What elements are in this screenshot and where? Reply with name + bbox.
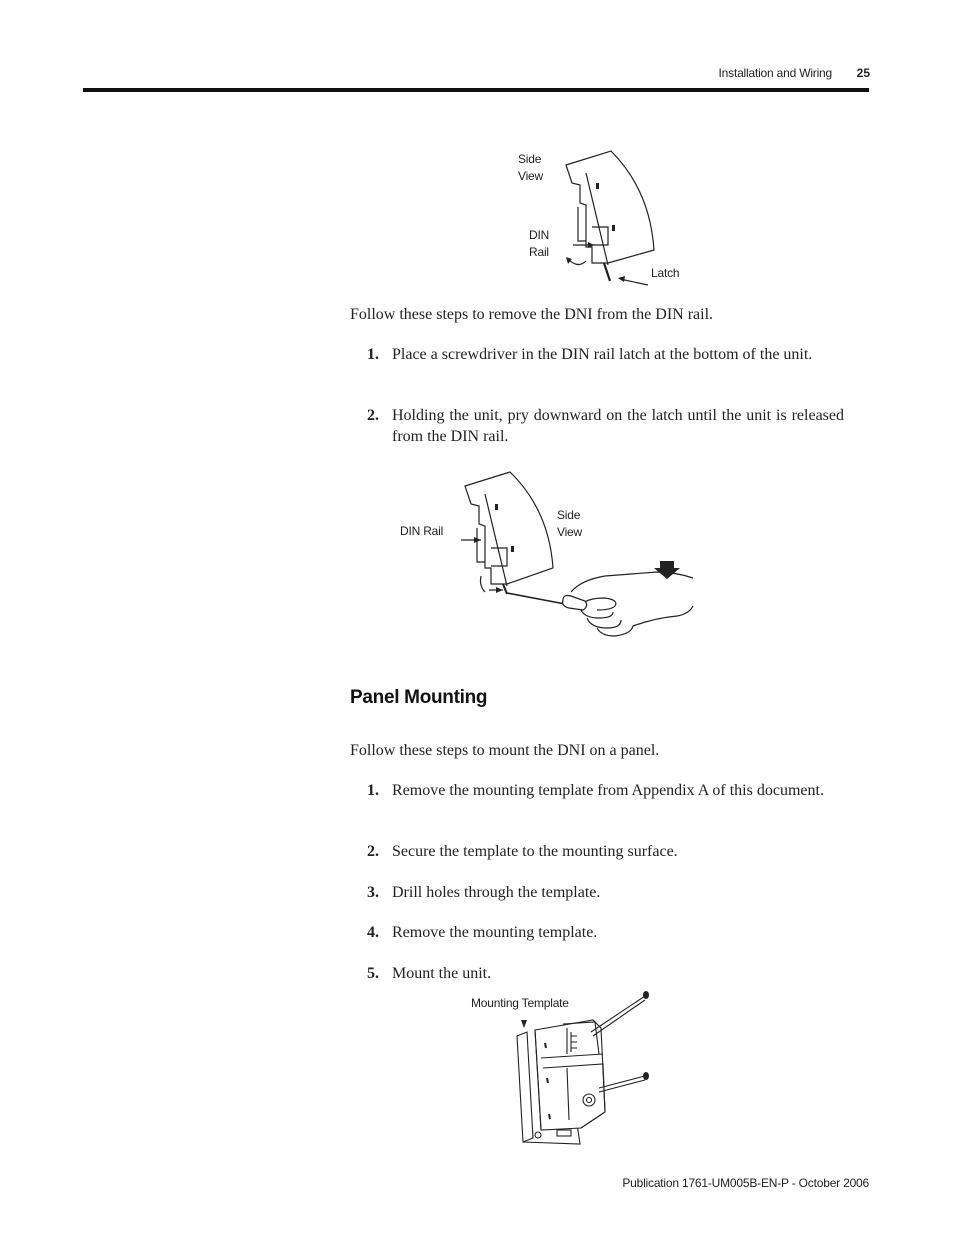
label-din-rail-line2: Rail xyxy=(529,245,549,259)
step-number: 5. xyxy=(367,965,379,982)
step-text: Mount the unit. xyxy=(392,965,492,982)
remove-din-intro: Follow these steps to remove the DNI from the DIN rail. xyxy=(350,306,714,323)
panel-step-4 xyxy=(350,922,850,943)
label-din-rail: DIN Rail xyxy=(400,524,444,538)
section-heading-panel-mounting: Panel Mounting xyxy=(350,687,488,708)
remove-din-step-2 xyxy=(350,405,850,447)
panel-step-2 xyxy=(350,841,850,862)
label-side-view-line2: View xyxy=(518,169,543,183)
step-text: Secure the template to the mounting surface. xyxy=(392,843,678,860)
figure-panel-mounting xyxy=(465,988,665,1148)
panel-mounting-intro: Follow these steps to mount the DNI on a panel. xyxy=(350,742,660,759)
step-number: 1. xyxy=(367,782,379,799)
step-number: 3. xyxy=(367,884,379,901)
step-number: 1. xyxy=(367,346,379,363)
label-mounting-template: Mounting Template xyxy=(471,996,569,1010)
step-text: Remove the mounting template from Appendix A of this document. xyxy=(392,782,824,799)
step-text: Drill holes through the template. xyxy=(392,884,601,901)
remove-din-step-1 xyxy=(350,344,850,386)
step-number: 2. xyxy=(367,843,379,860)
label-side-view-line1: Side xyxy=(518,152,542,166)
label-side-view-line1: Side xyxy=(557,508,581,522)
header-section-title: Installation and Wiring xyxy=(718,66,832,80)
header-page-number: 25 xyxy=(856,66,870,80)
panel-step-5 xyxy=(350,963,850,984)
label-latch: Latch xyxy=(651,266,680,280)
screwdriver-removal-illustration xyxy=(395,468,705,643)
step-number: 4. xyxy=(367,924,379,941)
label-din-rail-line1: DIN xyxy=(529,228,550,242)
panel-step-1 xyxy=(350,780,850,822)
step-text: Place a screwdriver in the DIN rail latch at the bottom of the unit. xyxy=(392,346,813,363)
header-rule xyxy=(83,88,869,92)
label-side-view-line2: View xyxy=(557,525,582,539)
panel-step-3 xyxy=(350,882,850,903)
figure-din-rail-side-view xyxy=(500,145,700,290)
panel-mounting-illustration xyxy=(465,988,665,1148)
step-text: Remove the mounting template. xyxy=(392,924,598,941)
step-text: Holding the unit, pry downward on the latch until the unit is released from the DIN rail. xyxy=(392,407,844,445)
footer-publication: Publication 1761-UM005B-EN-P - October 2006 xyxy=(622,1176,869,1190)
step-number: 2. xyxy=(367,407,379,424)
figure-din-rail-removal xyxy=(395,468,705,643)
